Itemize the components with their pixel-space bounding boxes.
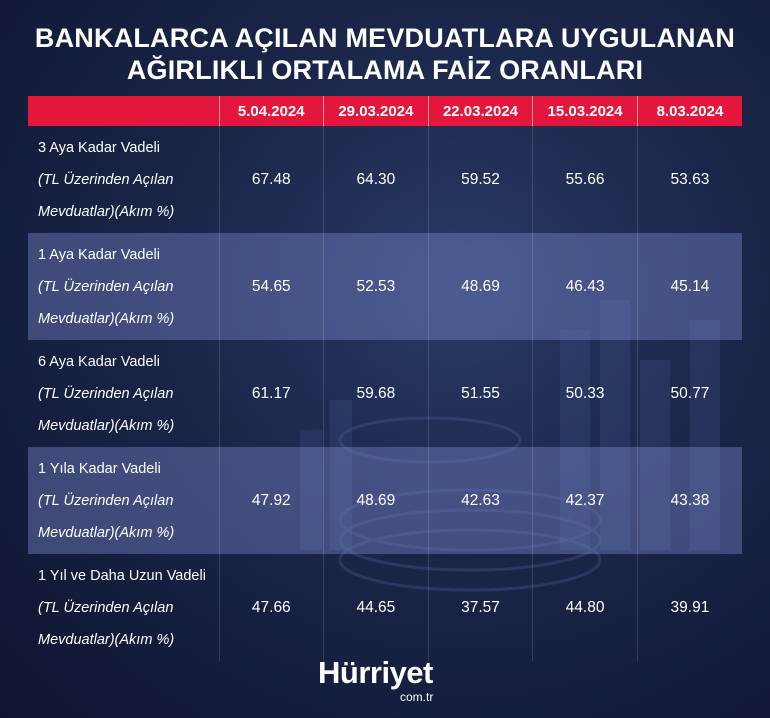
column-header: 5.04.2024 [219, 96, 324, 126]
row-label [28, 340, 219, 447]
row-subtitle: (TL Üzerinden Açılan [38, 385, 174, 402]
row-label [28, 554, 219, 661]
row-name: 1 Yıla Kadar Vadeli [38, 460, 161, 477]
row-name: 1 Yıl ve Daha Uzun Vadeli [38, 567, 206, 584]
header-blank-cell [28, 96, 219, 126]
value-cell: 50.77 [637, 340, 742, 447]
row-subtitle: (TL Üzerinden Açılan [38, 599, 174, 616]
value-cell: 54.65 [219, 233, 324, 340]
title-line-2: AĞIRLIKLI ORTALAMA FAİZ ORANLARI [126, 55, 644, 85]
value-cell: 55.66 [533, 126, 638, 233]
value-cell: 44.80 [533, 554, 638, 661]
column-header: 15.03.2024 [533, 96, 638, 126]
value-cell: 47.66 [219, 554, 324, 661]
value-cell: 64.30 [324, 126, 429, 233]
value-cell: 50.33 [533, 340, 638, 447]
column-header: 22.03.2024 [428, 96, 533, 126]
value-cell: 45.14 [637, 233, 742, 340]
row-subtitle: Mevduatlar)(Akım %) [38, 203, 175, 220]
hurriyet-logo [318, 655, 458, 705]
row-name: 6 Aya Kadar Vadeli [38, 353, 160, 370]
table-row [28, 233, 742, 340]
value-cell: 67.48 [219, 126, 324, 233]
row-subtitle: Mevduatlar)(Akım %) [38, 524, 175, 541]
page-title [0, 22, 770, 86]
rates-table [28, 96, 742, 661]
value-cell: 53.63 [637, 126, 742, 233]
row-subtitle: Mevduatlar)(Akım %) [38, 631, 175, 648]
value-cell: 52.53 [324, 233, 429, 340]
column-header: 8.03.2024 [637, 96, 742, 126]
logo-brand: Hürriyet [318, 655, 433, 690]
table-row [28, 554, 742, 661]
column-header: 29.03.2024 [324, 96, 429, 126]
row-name: 3 Aya Kadar Vadeli [38, 139, 160, 156]
title-line-1: BANKALARCA AÇILAN MEVDUATLARA UYGULANAN [34, 23, 736, 53]
row-subtitle: (TL Üzerinden Açılan [38, 492, 174, 509]
value-cell: 39.91 [637, 554, 742, 661]
value-cell: 43.38 [637, 447, 742, 554]
value-cell: 46.43 [533, 233, 638, 340]
row-label [28, 126, 219, 233]
table-header-row [28, 96, 742, 126]
table-row [28, 447, 742, 554]
value-cell: 48.69 [428, 233, 533, 340]
logo-domain: com.tr [400, 690, 434, 704]
row-label [28, 447, 219, 554]
value-cell: 42.63 [428, 447, 533, 554]
value-cell: 44.65 [324, 554, 429, 661]
value-cell: 42.37 [533, 447, 638, 554]
value-cell: 48.69 [324, 447, 429, 554]
row-subtitle: Mevduatlar)(Akım %) [38, 310, 175, 327]
table-row [28, 340, 742, 447]
row-subtitle: (TL Üzerinden Açılan [38, 278, 174, 295]
row-name: 1 Aya Kadar Vadeli [38, 246, 160, 263]
value-cell: 59.52 [428, 126, 533, 233]
value-cell: 59.68 [324, 340, 429, 447]
row-subtitle: (TL Üzerinden Açılan [38, 171, 174, 188]
row-label [28, 233, 219, 340]
value-cell: 61.17 [219, 340, 324, 447]
row-subtitle: Mevduatlar)(Akım %) [38, 417, 175, 434]
value-cell: 47.92 [219, 447, 324, 554]
table-row [28, 126, 742, 233]
value-cell: 51.55 [428, 340, 533, 447]
value-cell: 37.57 [428, 554, 533, 661]
